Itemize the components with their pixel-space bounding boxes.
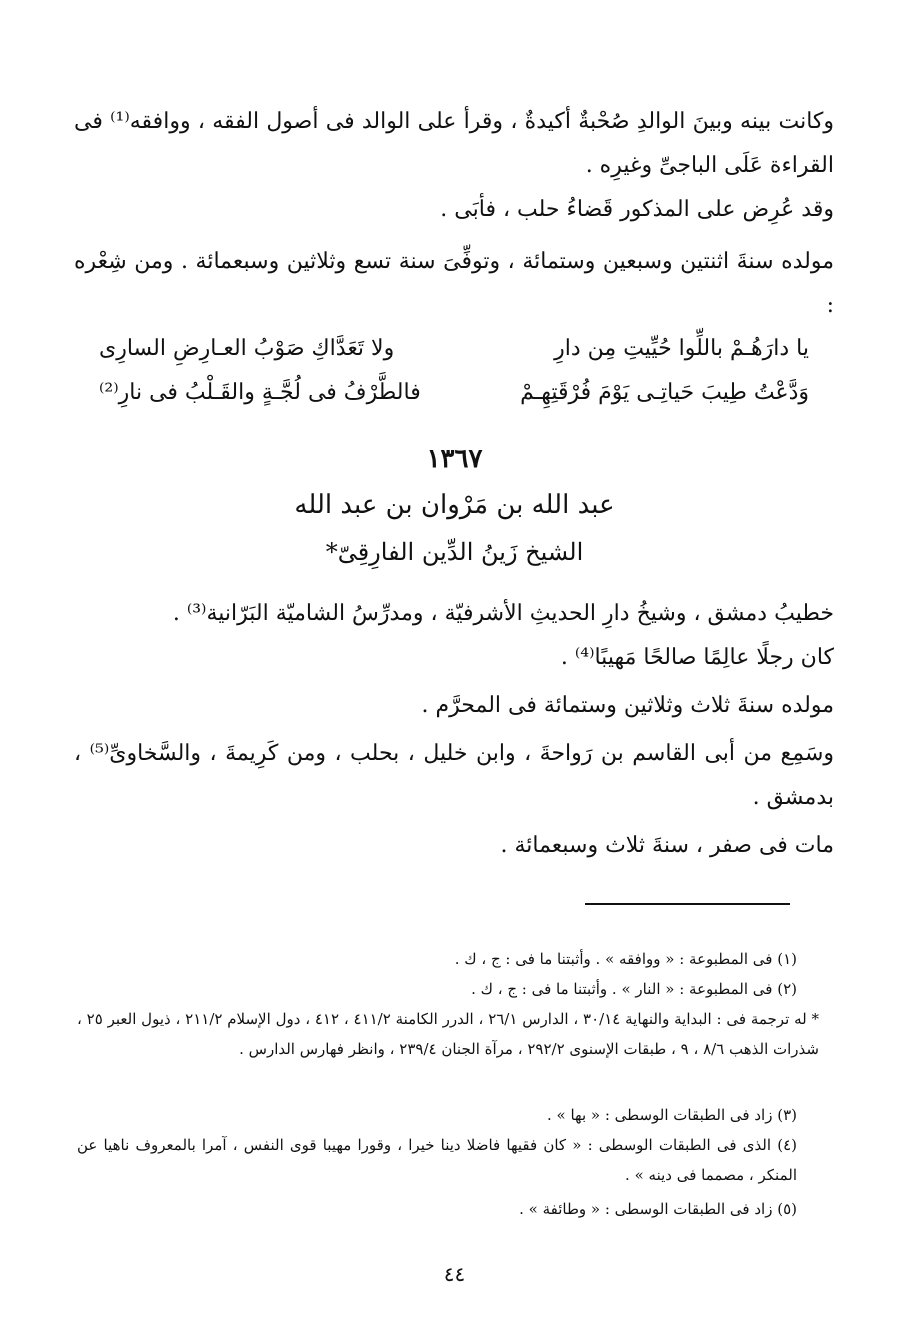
footnote-1: (١) فى المطبوعة : « ووافقه » . وأثبتنا ما فى : ج ، ك . <box>454 950 797 968</box>
entry-name: عبد الله بن مَرْوان بن عبد الله <box>294 490 615 520</box>
entry-number: ١٣٦٧ <box>426 444 483 474</box>
paragraph-teachers: وسَمِع من أبى القاسم بن رَواحةَ ، وابن خليل ، بحلب ، ومن كَرِيمةَ ، والسَّخاوىِّ⁽⁵⁾ ، بدمشق . <box>74 741 835 810</box>
paragraph-character: كان رجلًا عالِمًا صالحًا مَهيبًا⁽⁴⁾ . <box>560 645 834 670</box>
footnote-separator <box>585 903 790 905</box>
paragraph-judgeship: وقد عُرِض على المذكور قَضاءُ حلب ، فأبَى . <box>440 197 834 222</box>
footnote-2: (٢) فى المطبوعة : « النار » . وأثبتنا ما فى : ج ، ك . <box>471 980 797 998</box>
footnote-3: (٣) زاد فى الطبقات الوسطى : « بها » . <box>547 1106 797 1124</box>
paragraph-death: مات فى صفر ، سنةَ ثلاث وسبعمائة . <box>500 833 834 858</box>
verse-1-first-hemistich: يا دارَهُـمْ باللِّوا حُيِّيتِ مِن دارِ <box>554 336 809 361</box>
poem-verse-1 <box>99 336 809 376</box>
footnote-biography-sources: * له ترجمة فى : البداية والنهاية ٣٠/١٤ ، الدارس ٢٦/١ ، الدرر الكامنة ٤١١/٢ ، ٤١٢ ، دول الإسلام ٢١١/٢ ، ذيول العبر ٢٥ ، شذرات الذهب ٨/٦ ، ٩ ، طبقات الإسنوى ٢٩٢/٢ ، مرآة الجنان ٢٣٩/٤ ، وانظر فهارس الدارس . <box>77 1010 819 1058</box>
poem-verse-2 <box>99 380 809 420</box>
verse-2-second-hemistich: فالطَّرْفُ فى لُجَّـةٍ والقَـلْبُ فى نارِ⁽²⁾ <box>99 380 421 405</box>
verse-1-second-hemistich: ولا تَعَدَّاكِ صَوْبُ العـارِضِ السارِى <box>99 336 395 361</box>
footnote-4: (٤) الذى فى الطبقات الوسطى : « كان فقيها فاضلا دينا خيرا ، وقورا مهيبا قوى النفس ، آمرا بالمعروف ناهيا عن المنكر ، مصمما فى دينه » . <box>77 1136 797 1184</box>
page-number: ٤٤ <box>443 1262 466 1286</box>
verse-2-first-hemistich: وَدَّعْتُ طِيبَ حَياتِـى يَوْمَ فُرْقَتِهِـمْ <box>520 380 809 405</box>
paragraph-birth: مولده سنةَ ثلاث وثلاثين وستمائة فى المحرَّم . <box>421 693 834 718</box>
paragraph-positions: خطيبُ دمشق ، وشيخُ دارِ الحديثِ الأشرفيّة ، ومدرِّسُ الشاميّة البَرّانية⁽³⁾ . <box>172 601 834 626</box>
footnote-5: (٥) زاد فى الطبقات الوسطى : « وطائفة » . <box>519 1200 797 1218</box>
entry-laqab: الشيخ زَينُ الدِّين الفارِقِىّ* <box>325 538 584 566</box>
paragraph-companionship: وكانت بينه وبينَ الوالدِ صُحْبةٌ أكيدةٌ ، وقرأ على الوالد فى أصول الفقه ، ووافقه⁽¹⁾ فى القراءة عَلَى الباجىِّ وغيرِه . <box>74 109 835 178</box>
paragraph-birth-death: مولده سنةَ اثنتين وسبعين وستمائة ، وتوفِّىَ سنة تسع وثلاثين وسبعمائة . ومن شِعْره : <box>74 249 834 318</box>
